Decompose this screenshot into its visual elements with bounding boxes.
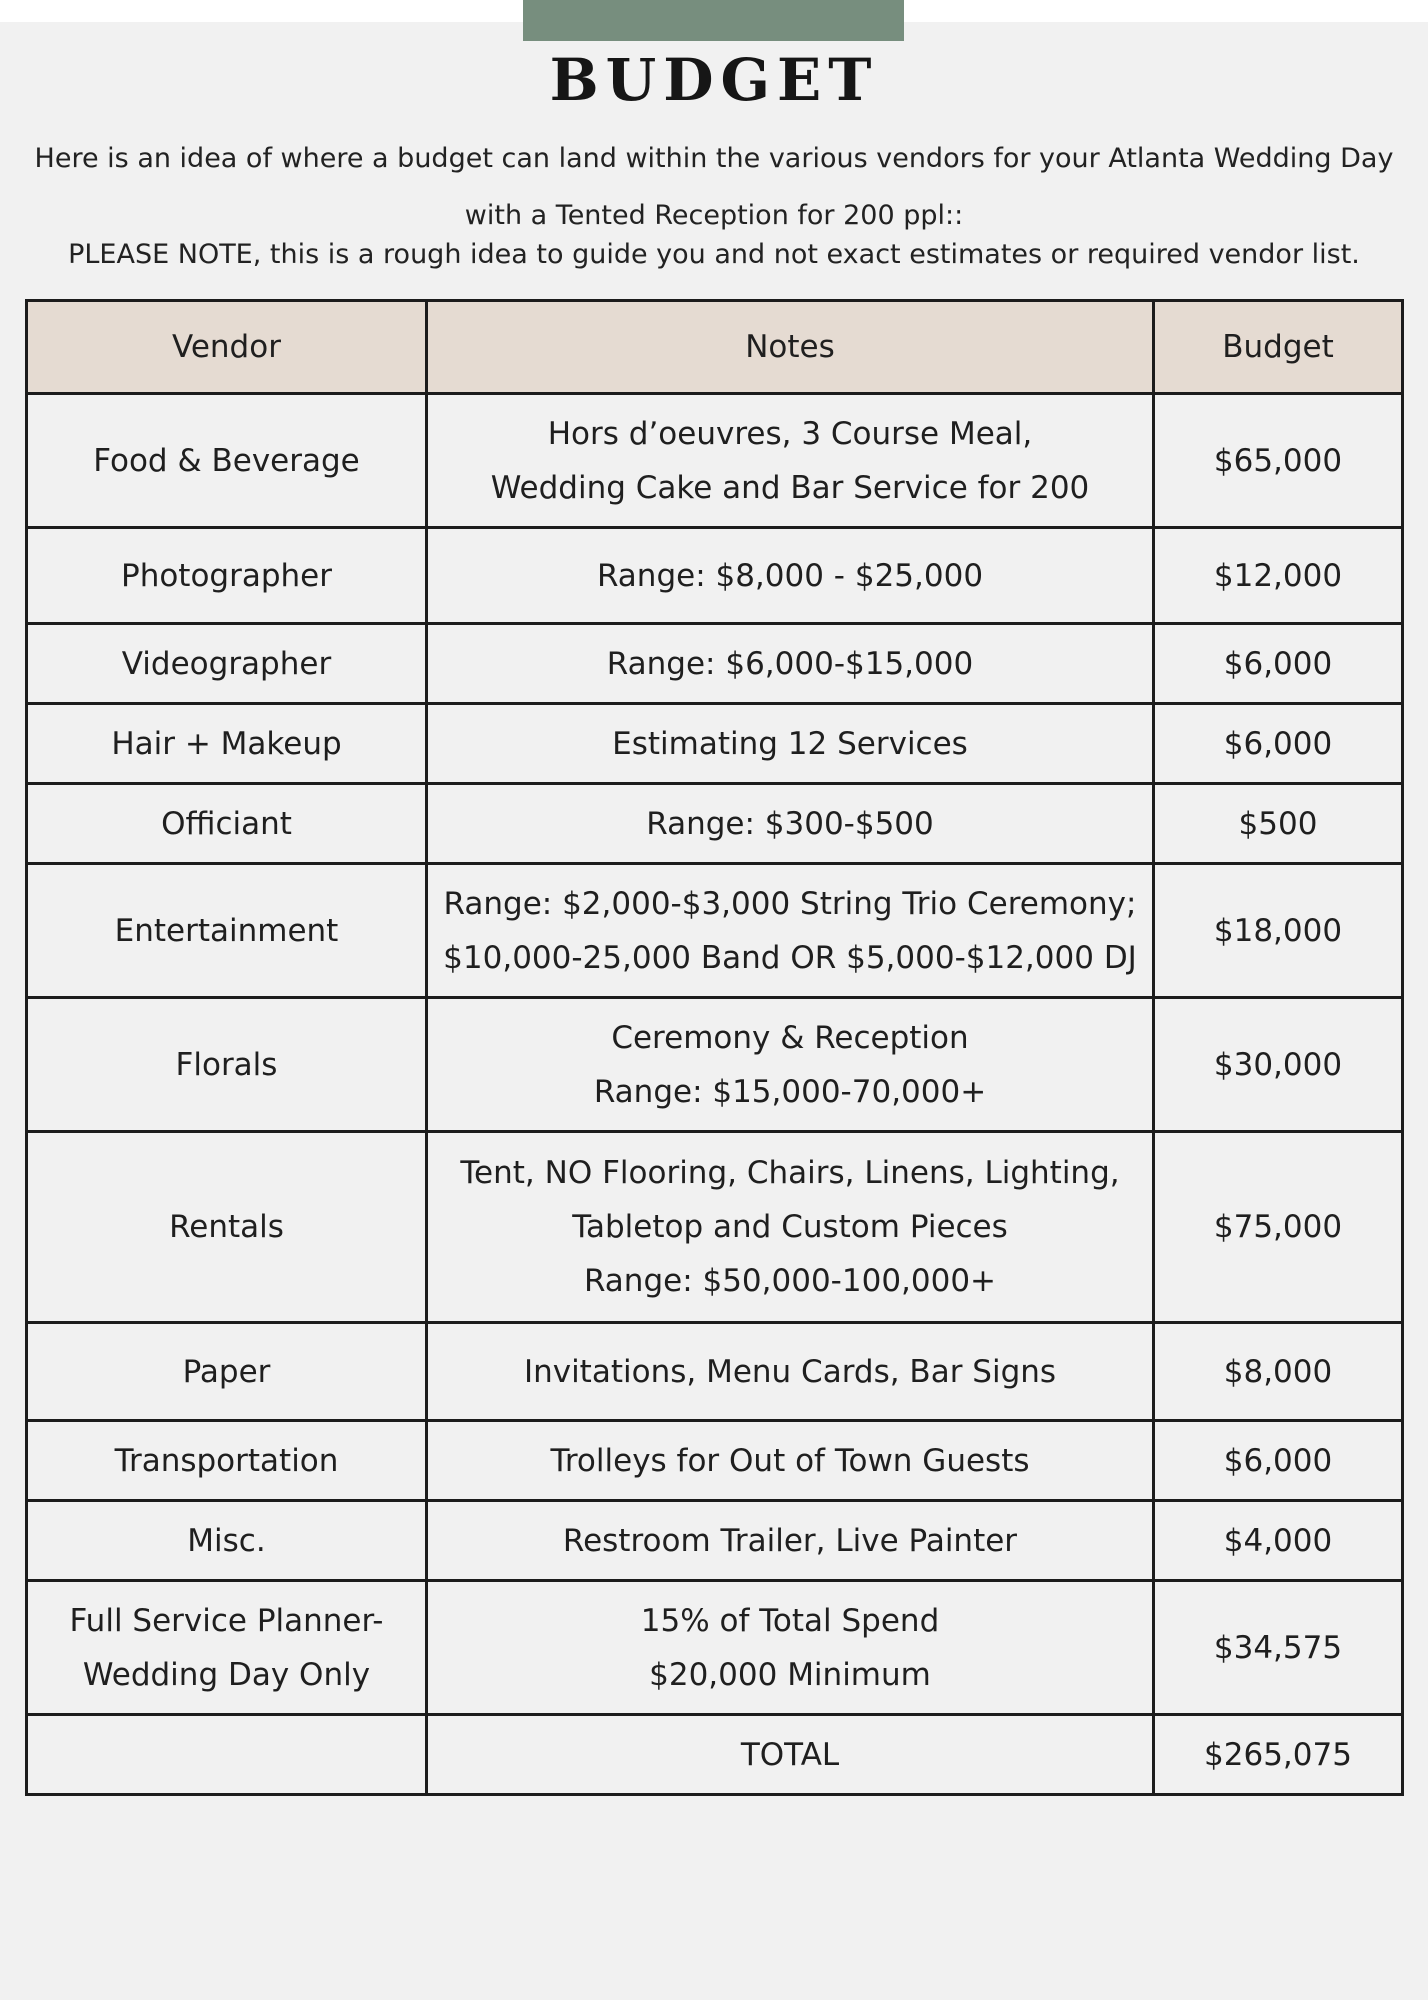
notes-line: Restroom Trailer, Live Painter (562, 1522, 1018, 1559)
table-row (27, 784, 1403, 864)
notes-line: Estimating 12 Services (612, 725, 968, 762)
cell-notes (427, 1132, 1154, 1323)
notes-line: Range: $300-$500 (646, 805, 934, 842)
table-row (27, 1421, 1403, 1501)
cell-vendor (27, 1501, 427, 1581)
cell-notes (427, 998, 1154, 1132)
vendor-line: Wedding Day Only (82, 1656, 371, 1693)
accent-tab (523, 0, 904, 41)
intro-line-1: Here is an idea of where a budget can land within the various vendors for your Atlanta Wedding Day with a Tented Reception for 200 ppl:: (34, 143, 1394, 231)
cell-budget: $34,575 (1154, 1581, 1403, 1715)
notes-line: Range: $15,000-70,000+ (593, 1073, 987, 1110)
cell-budget: $500 (1154, 784, 1403, 864)
table-row (27, 1323, 1403, 1421)
cell-notes (427, 624, 1154, 704)
table-row (27, 1132, 1403, 1323)
cell-vendor (27, 998, 427, 1132)
cell-vendor (27, 624, 427, 704)
cell-budget: $75,000 (1154, 1132, 1403, 1323)
table-row (27, 998, 1403, 1132)
cell-notes (427, 1581, 1154, 1715)
cell-budget: $30,000 (1154, 998, 1403, 1132)
cell-vendor (27, 394, 427, 528)
notes-line: Ceremony & Reception (611, 1019, 969, 1056)
table-row (27, 1581, 1403, 1715)
vendor-line: Hair + Makeup (111, 725, 342, 762)
vendor-line: Entertainment (114, 912, 339, 949)
cell-budget: $6,000 (1154, 624, 1403, 704)
cell-vendor (27, 864, 427, 998)
page-title: BUDGET (549, 46, 879, 114)
notes-line: Wedding Cake and Bar Service for 200 (490, 469, 1090, 506)
table-row (27, 704, 1403, 784)
cell-notes (427, 394, 1154, 528)
cell-notes (427, 864, 1154, 998)
cell-budget: $18,000 (1154, 864, 1403, 998)
cell-budget: $12,000 (1154, 528, 1403, 624)
cell-vendor (27, 1132, 427, 1323)
cell-budget: $6,000 (1154, 704, 1403, 784)
budget-table (25, 299, 1404, 1796)
cell-notes (427, 1323, 1154, 1421)
table-row (27, 1501, 1403, 1581)
header-notes: Notes (427, 301, 1154, 394)
cell-notes (427, 528, 1154, 624)
cell-empty (27, 1715, 427, 1795)
notes-line: Trolleys for Out of Town Guests (550, 1442, 1030, 1479)
table-body (27, 394, 1403, 1795)
vendor-line: Transportation (114, 1442, 339, 1479)
notes-line: Invitations, Menu Cards, Bar Signs (523, 1353, 1057, 1390)
table-header-row (27, 301, 1403, 394)
notes-line: Hors d’oeuvres, 3 Course Meal, (547, 415, 1033, 452)
vendor-line: Full Service Planner- (69, 1602, 384, 1639)
cell-vendor (27, 704, 427, 784)
table-row (27, 864, 1403, 998)
cell-vendor (27, 1421, 427, 1501)
cell-notes (427, 1501, 1154, 1581)
total-value: $265,075 (1154, 1715, 1403, 1795)
table-row (27, 394, 1403, 528)
notes-line: Range: $50,000-100,000+ (583, 1263, 997, 1299)
vendor-line: Paper (182, 1353, 271, 1390)
header-budget: Budget (1154, 301, 1403, 394)
notes-line: Range: $6,000-$15,000 (606, 645, 974, 682)
table-row (27, 624, 1403, 704)
total-row (27, 1715, 1403, 1795)
notes-line: 15% of Total Spend (640, 1602, 940, 1639)
notes-line: Range: $2,000-$3,000 String Trio Ceremony; (443, 885, 1137, 922)
cell-notes (427, 1421, 1154, 1501)
notes-line: $10,000-25,000 Band OR $5,000-$12,000 DJ (443, 939, 1137, 976)
vendor-line: Food & Beverage (93, 442, 360, 479)
total-label: TOTAL (427, 1715, 1154, 1795)
vendor-line: Misc. (187, 1522, 266, 1559)
notes-line: Tent, NO Flooring, Chairs, Linens, Lighting, (460, 1155, 1120, 1191)
cell-budget: $6,000 (1154, 1421, 1403, 1501)
vendor-line: Florals (175, 1046, 278, 1083)
table-row (27, 528, 1403, 624)
vendor-line: Rentals (169, 1209, 284, 1245)
intro-note: PLEASE NOTE, this is a rough idea to guide you and not exact estimates or required vendor list. (68, 239, 1360, 270)
intro-text (30, 130, 1398, 272)
vendor-line: Officiant (161, 805, 292, 842)
cell-vendor (27, 528, 427, 624)
vendor-line: Videographer (121, 645, 332, 682)
notes-line: $20,000 Minimum (649, 1656, 931, 1693)
vendor-line: Photographer (121, 557, 332, 594)
cell-budget: $65,000 (1154, 394, 1403, 528)
cell-budget: $8,000 (1154, 1323, 1403, 1421)
cell-notes (427, 784, 1154, 864)
notes-line: Range: $8,000 - $25,000 (596, 557, 984, 594)
cell-budget: $4,000 (1154, 1501, 1403, 1581)
notes-line: Tabletop and Custom Pieces (572, 1209, 1008, 1245)
cell-notes (427, 704, 1154, 784)
cell-vendor (27, 1581, 427, 1715)
cell-vendor (27, 1323, 427, 1421)
header-vendor: Vendor (27, 301, 427, 394)
cell-vendor (27, 784, 427, 864)
